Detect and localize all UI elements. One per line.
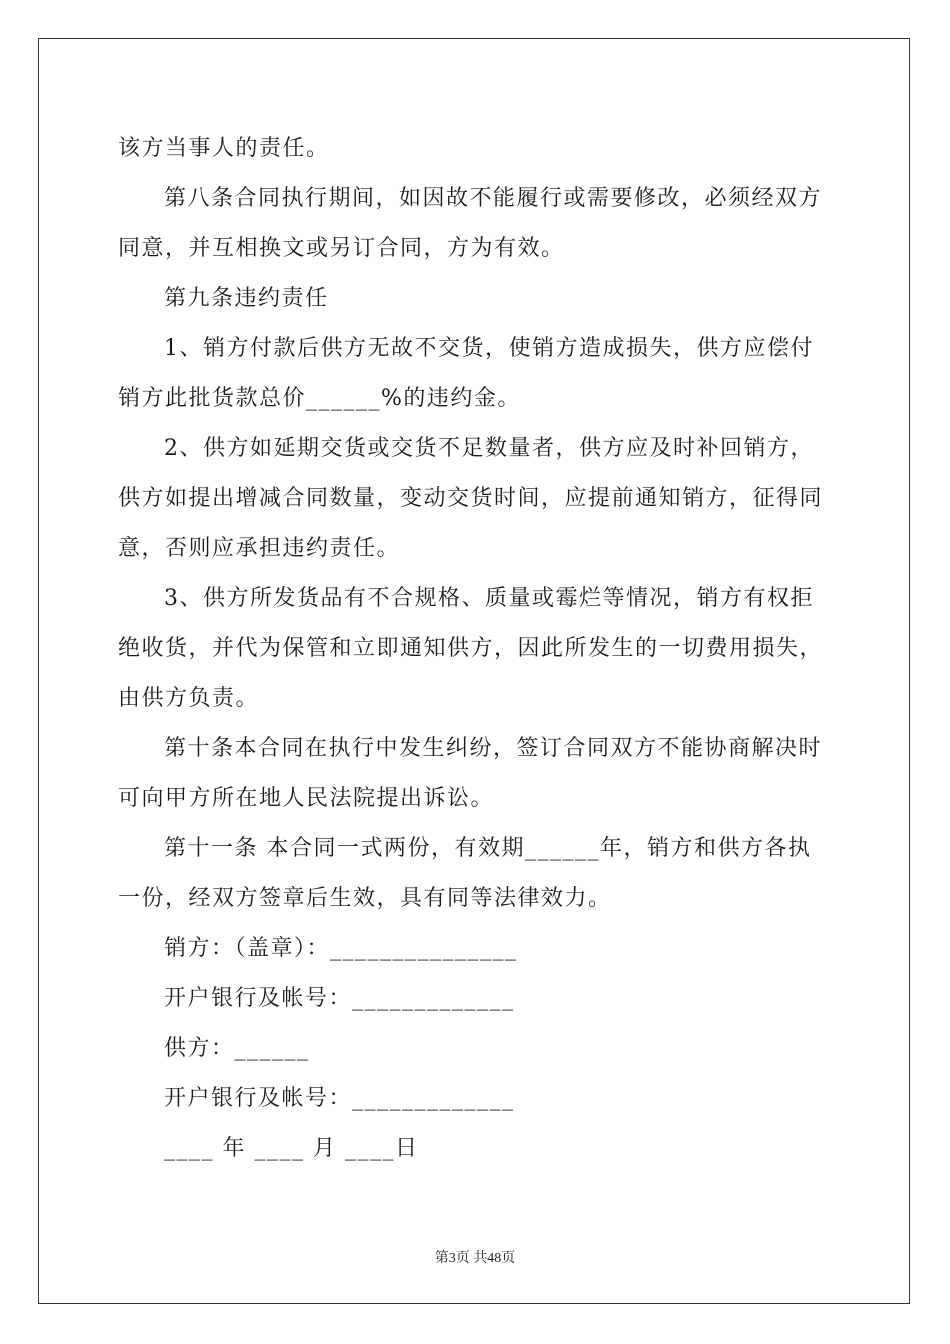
text-line: 一份，经双方签章后生效，具有同等法律效力。 xyxy=(118,886,612,911)
text-line: 同意，并互相换文或另订合同，方为有效。 xyxy=(118,236,565,261)
text-line: 1、销方付款后供方无故不交货，使销方造成损失，供方应偿付 xyxy=(164,336,814,361)
text-line: 第十一条 本合同一式两份，有效期______年，销方和供方各执 xyxy=(164,836,812,861)
text-line: 销方此批货款总价______%的违约金。 xyxy=(118,386,521,411)
signature-line-supplier: 供方：______ xyxy=(164,1036,310,1061)
text-line: 第八条合同执行期间，如因故不能履行或需要修改，必须经双方 xyxy=(164,186,823,211)
text-line: 该方当事人的责任。 xyxy=(118,136,330,161)
text-line: 第十条本合同在执行中发生纠纷，签订合同双方不能协商解决时 xyxy=(164,736,823,761)
document-body xyxy=(118,124,838,1174)
page-number: 第3页 共48页 xyxy=(434,1251,516,1266)
text-line: 供方如提出增减合同数量，变动交货时间，应提前通知销方，征得同 xyxy=(118,486,824,511)
date-line: ____ 年 ____ 月 ____日 xyxy=(164,1136,419,1161)
text-line: 意，否则应承担违约责任。 xyxy=(118,536,401,561)
text-line: 可向甲方所在地人民法院提出诉讼。 xyxy=(118,786,495,811)
signature-line-seller: 销方：（盖章）：_______________ xyxy=(164,936,518,961)
bank-account-line-seller: 开户银行及帐号：_____________ xyxy=(164,986,515,1011)
section-heading: 第九条违约责任 xyxy=(164,286,329,311)
text-line: 绝收货，并代为保管和立即通知供方，因此所发生的一切费用损失， xyxy=(118,636,824,661)
text-line: 2、供方如延期交货或交货不足数量者，供方应及时补回销方， xyxy=(164,436,814,461)
bank-account-line-supplier: 开户银行及帐号：_____________ xyxy=(164,1086,515,1111)
text-line: 3、供方所发货品有不合规格、质量或霉烂等情况，销方有权拒 xyxy=(164,586,814,611)
text-line: 由供方负责。 xyxy=(118,686,260,711)
